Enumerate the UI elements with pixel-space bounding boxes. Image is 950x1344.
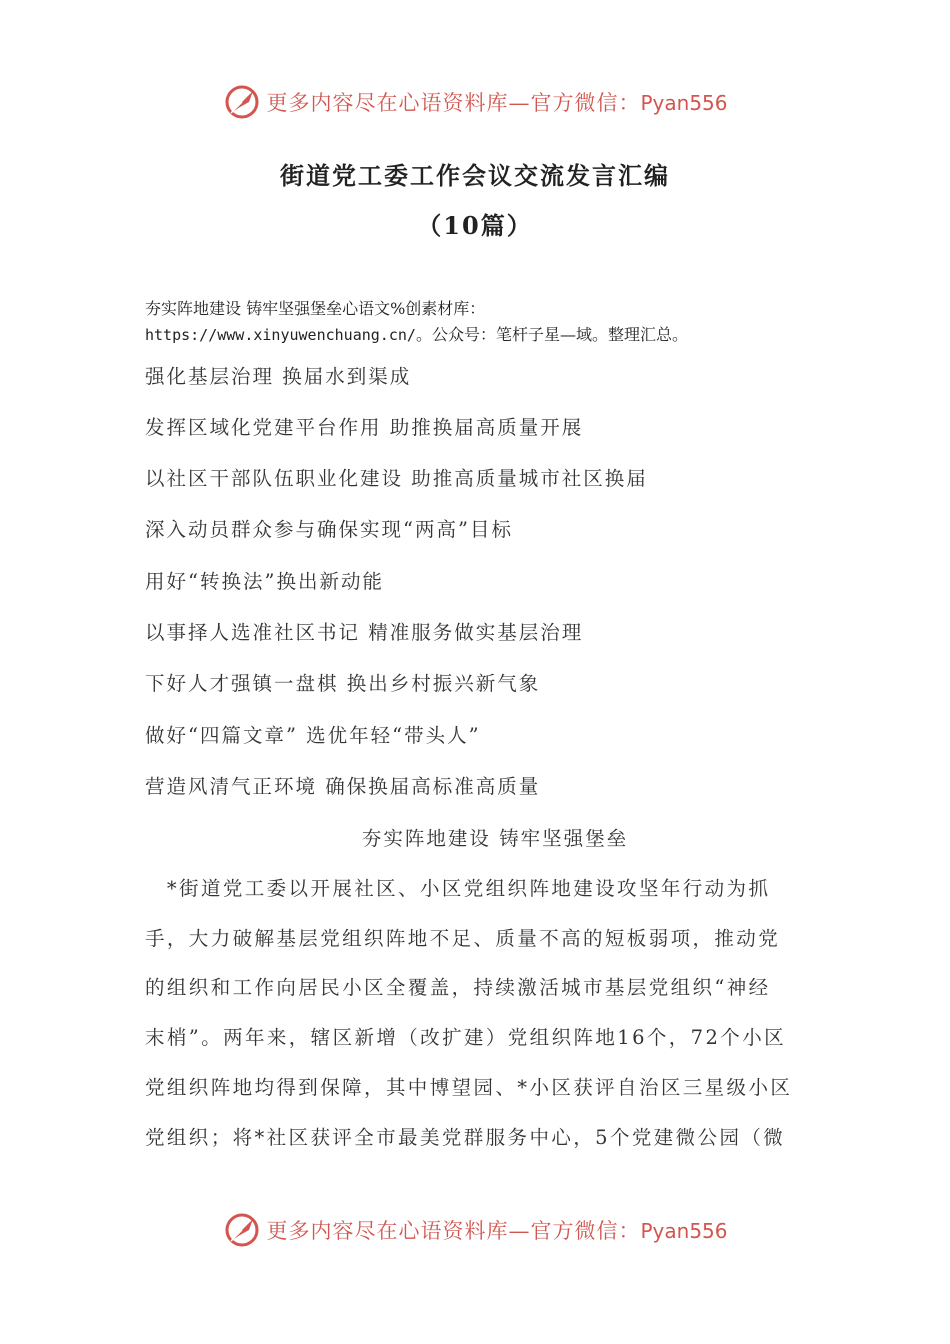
body-line: 手，大力破解基层党组织阵地不足、质量不高的短板弱项，推动党 xyxy=(145,927,781,950)
top-banner xyxy=(0,82,950,122)
banner-label: 更多内容尽在心语资料库—官方微信： xyxy=(266,1219,641,1243)
body-line: 末梢”。两年来，辖区新增（改扩建）党组织阵地16个，72个小区 xyxy=(145,1026,786,1049)
intro-line-2 xyxy=(145,322,825,348)
banner-content xyxy=(222,82,727,122)
toc-item: 营造风清气正环境 确保换届高标准高质量 xyxy=(145,775,541,798)
banner-content xyxy=(222,1210,727,1250)
body-line: *街道党工委以开展社区、小区党组织阵地建设攻坚年行动为抓 xyxy=(145,877,771,900)
body-line: 党组织阵地均得到保障，其中博望园、*小区获评自治区三星级小区 xyxy=(145,1076,793,1099)
body-line: 的组织和工作向居民小区全覆盖，持续激活城市基层党组织“神经 xyxy=(145,976,771,999)
toc-item: 以事择人选准社区书记 精准服务做实基层治理 xyxy=(145,621,584,644)
section-title: 夯实阵地建设 铸牢坚强堡垒 xyxy=(361,827,629,850)
intro-block xyxy=(145,296,825,348)
banner-text xyxy=(266,1215,727,1245)
toc-item: 发挥区域化党建平台作用 助推换届高质量开展 xyxy=(145,416,584,439)
quill-pen-logo-icon xyxy=(222,82,262,122)
toc-item: 深入动员群众参与确保实现“两高”目标 xyxy=(145,518,513,541)
banner-handle: Pyan556 xyxy=(640,91,728,115)
toc-item: 做好“四篇文章” 选优年轻“带头人” xyxy=(145,724,481,747)
banner-text xyxy=(266,87,727,117)
toc-item: 下好人才强镇一盘棋 换出乡村振兴新气象 xyxy=(145,672,541,695)
quill-pen-logo-icon xyxy=(222,1210,262,1250)
toc-item: 强化基层治理 换届水到渠成 xyxy=(145,365,412,388)
intro-line-1: 夯实阵地建设 铸牢坚强堡垒心语文%创素材库： xyxy=(145,299,486,318)
bottom-banner xyxy=(0,1210,950,1250)
intro-line-2-rest: 。公众号：笔杆子星—域。整理汇总。 xyxy=(415,325,688,344)
toc-item: 用好“转换法”换出新动能 xyxy=(145,570,384,593)
page-subtitle: （10篇） xyxy=(417,211,533,240)
intro-url: https://www.xinyuwenchuang.cn/ xyxy=(145,326,416,344)
page-title: 街道党工委工作会议交流发言汇编 xyxy=(280,161,670,190)
banner-handle: Pyan556 xyxy=(640,1219,728,1243)
toc-item: 以社区干部队伍职业化建设 助推高质量城市社区换届 xyxy=(145,467,648,490)
body-line: 党组织；将*社区获评全市最美党群服务中心，5个党建微公园（微 xyxy=(145,1126,786,1149)
banner-label: 更多内容尽在心语资料库—官方微信： xyxy=(266,91,641,115)
